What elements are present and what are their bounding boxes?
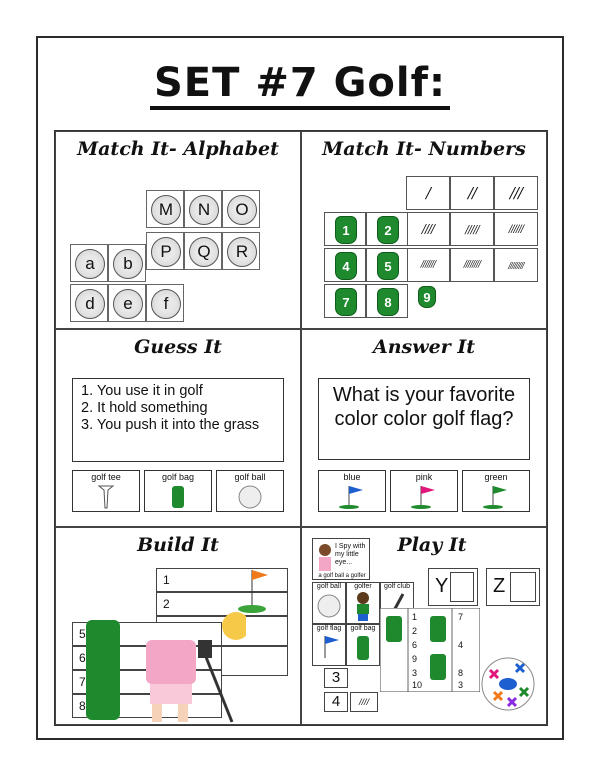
golf-bag-card: 8 (366, 284, 408, 318)
tally-card: //// (350, 692, 378, 712)
golf-bag-card: 4 (324, 248, 366, 282)
golfer-girl-icon (315, 543, 335, 577)
sections-grid (54, 130, 548, 726)
answer-option: pink (390, 470, 458, 512)
tally-card: /////// (406, 248, 450, 282)
letter-box: Y (428, 568, 478, 606)
section-title: Guess It (134, 336, 222, 358)
spinner-icon[interactable] (480, 656, 536, 712)
green-flag-icon (463, 482, 529, 510)
bingo-board (380, 608, 480, 692)
blue-flag-icon (313, 632, 345, 664)
golf-bag-card: 1 (324, 212, 366, 246)
picture-card: golfer (346, 582, 380, 624)
golfer-boy-icon (347, 590, 379, 622)
page-frame (36, 36, 564, 740)
orange-flag-icon (232, 568, 282, 614)
section-match-alphabet (55, 131, 301, 329)
section-guess-it (55, 329, 301, 527)
clue: 3. You push it into the grass (81, 417, 260, 433)
puzzle-strip: 7 (72, 670, 222, 694)
letter-card: a (70, 244, 108, 282)
golf-bag-card: 7 (324, 284, 366, 318)
tally-card: ////// (494, 212, 538, 246)
golf-bag-icon (145, 482, 211, 510)
letter-card: O (222, 190, 260, 228)
section-title: Match It- Alphabet (77, 138, 279, 160)
section-answer-it (301, 329, 547, 527)
section-title: Match It- Numbers (322, 138, 526, 160)
golfer-girl-illustration (86, 612, 246, 725)
golf-bag-icon (347, 632, 379, 664)
picture-card: golf flag (312, 624, 346, 666)
letter-card: P (146, 232, 184, 270)
section-play-it: Play It I Spy with my little eye... a golf ball a golfer golf ball golfer golf club golf flag golf bag Y Z 1 7 2 6 4 9 3 8 10 3 3 4 //// (301, 527, 547, 725)
golf-ball-icon (217, 482, 283, 510)
section-build-it (55, 527, 301, 725)
letter-box: Z (486, 568, 540, 606)
answer-option: blue (318, 470, 386, 512)
puzzle-strip: 5 (72, 622, 222, 646)
clue: 1. You use it in golf (81, 383, 203, 399)
picture-card: golf club (380, 582, 414, 624)
puzzle-strip: 8 (72, 694, 222, 718)
answer-option: green (462, 470, 530, 512)
golf-tee-icon (73, 482, 139, 510)
tally-card: /// (494, 176, 538, 210)
section-title: Answer It (373, 336, 475, 358)
clue-box (72, 378, 284, 462)
question-box: What is your favorite color color golf flag? (318, 378, 530, 460)
tally-card: // (450, 176, 494, 210)
letter-card: M (146, 190, 184, 228)
letter-card: d (70, 284, 108, 322)
answer-option: golf ball (216, 470, 284, 512)
golf-ball-icon (313, 590, 345, 622)
page-title: SET #7 Golf: (38, 60, 562, 110)
tally-card: / (406, 176, 450, 210)
golf-bag-card: 2 (366, 212, 408, 246)
number-card: 3 (324, 668, 348, 688)
puzzle-strip: 6 (72, 646, 222, 670)
pink-flag-icon (391, 482, 457, 510)
letter-card: N (184, 190, 222, 228)
answer-option: golf bag (144, 470, 212, 512)
answer-option: golf tee (72, 470, 140, 512)
puzzle-strip: 1 (156, 568, 288, 592)
puzzle-strip: 2 (156, 592, 288, 616)
tally-card: ///// (450, 212, 494, 246)
number-card: 4 (324, 692, 348, 712)
letter-card: R (222, 232, 260, 270)
letter-card: e (108, 284, 146, 322)
golf-bag-card: 9 (408, 284, 450, 318)
letter-card: Q (184, 232, 222, 270)
letter-card: f (146, 284, 184, 322)
i-spy-card: I Spy with my little eye... a golf ball a golfer (312, 538, 370, 580)
letter-card: b (108, 244, 146, 282)
golf-bag-card: 5 (366, 248, 408, 282)
tally-card: //// (406, 212, 450, 246)
tally-card: //////// (450, 248, 494, 282)
section-title: Build It (137, 534, 219, 556)
picture-card: golf ball (312, 582, 346, 624)
section-match-numbers (301, 131, 547, 329)
tally-card: ///////// (494, 248, 538, 282)
picture-card: golf bag (346, 624, 380, 666)
clue: 2. It hold something (81, 400, 208, 416)
section-title: Play It (397, 534, 467, 556)
blue-flag-icon (319, 482, 385, 510)
